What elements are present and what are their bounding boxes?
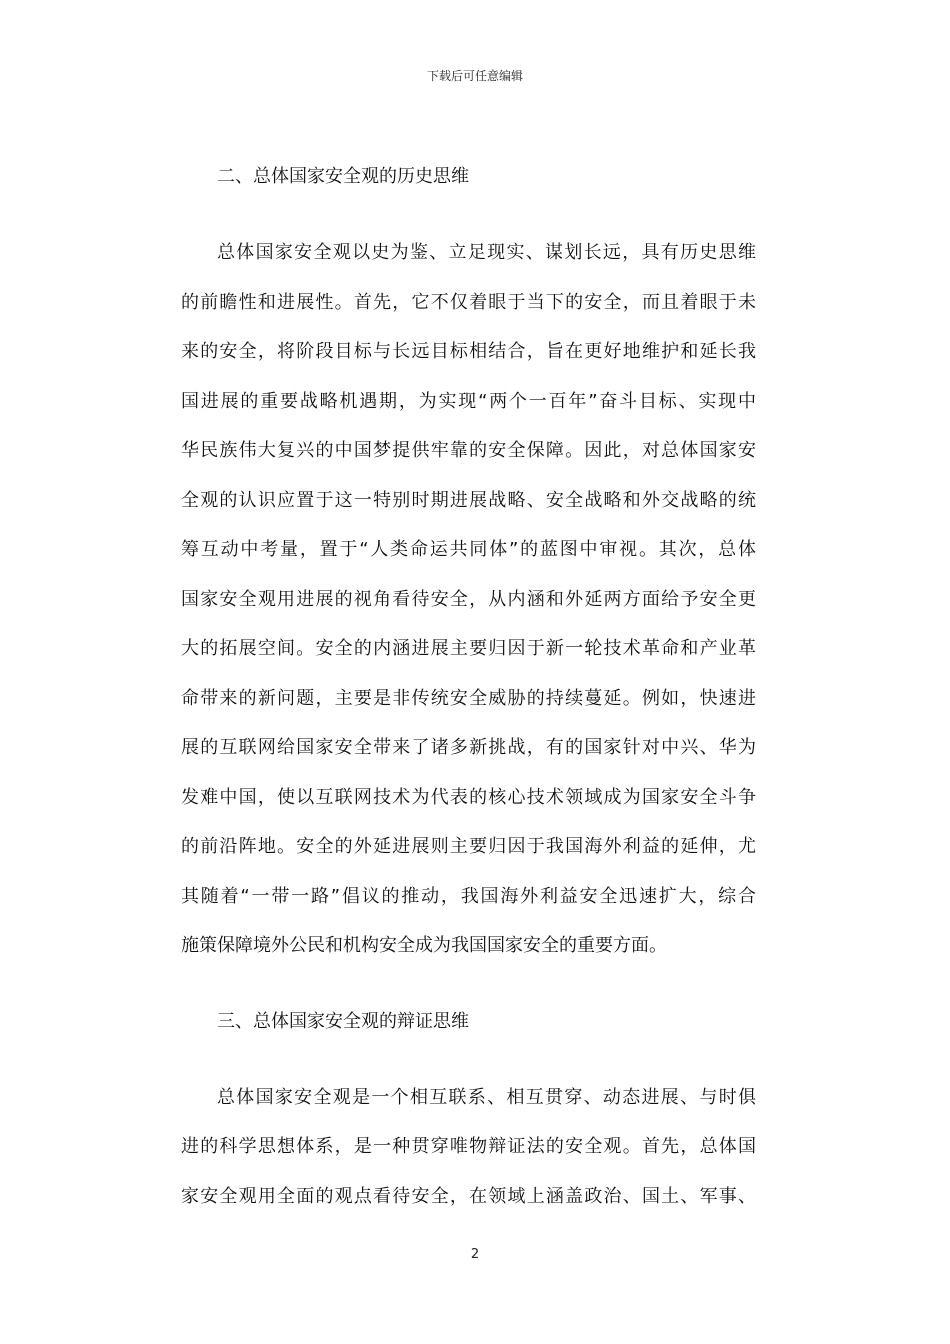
spacer bbox=[181, 971, 756, 998]
section-heading-history: 二、总体国家安全观的历史思维 bbox=[217, 166, 469, 187]
text-line: 的前瞻性和进展性。首先，它不仅着眼于当下的安全，而且着眼于未 bbox=[181, 291, 756, 313]
text-line: 全观的认识应置于这一特别时期进展战略、安全战略和外交战略的统 bbox=[181, 489, 756, 511]
text-line: 展的互联网给国家安全带来了诸多新挑战，有的国家针对中兴、华为 bbox=[181, 737, 756, 758]
text-line: 家安全观用全面的观点看待安全，在领域上涵盖政治、国土、军事、 bbox=[181, 1185, 756, 1207]
text-line: 国进展的重要战略机遇期，为实现“两个一百年”奋斗目标、实现中 bbox=[181, 390, 756, 412]
page-number: 2 bbox=[470, 1247, 480, 1262]
text-line: 大的拓展空间。安全的内涵进展主要归因于新一轮技术革命和产业革 bbox=[181, 638, 756, 659]
document-body bbox=[181, 153, 756, 1221]
text-line: 总体国家安全观是一个相互联系、相互贯穿、动态进展、与时俱 bbox=[217, 1086, 756, 1108]
text-line: 发难中国，使以互联网技术为代表的核心技术领域成为国家安全斗争 bbox=[181, 786, 756, 808]
spacer bbox=[181, 1046, 756, 1073]
paragraph-dialectic bbox=[181, 1073, 756, 1222]
text-line: 华民族伟大复兴的中国梦提供牢靠的安全保障。因此，对总体国家安 bbox=[181, 440, 756, 461]
page-header: 下载后可任意编辑 bbox=[426, 69, 523, 83]
text-line: 命带来的新问题，主要是非传统安全威胁的持续蔓延。例如，快速进 bbox=[181, 687, 756, 709]
text-line: 的前沿阵地。安全的外延进展则主要归因于我国海外利益的延伸，尤 bbox=[181, 836, 756, 857]
text-line: 其随着“一带一路”倡议的推动，我国海外利益安全迅速扩大，综合 bbox=[181, 885, 756, 907]
text-line: 国家安全观用进展的视角看待安全，从内涵和外延两方面给予安全更 bbox=[181, 588, 756, 610]
spacer bbox=[181, 201, 756, 228]
text-line: 进的科学思想体系，是一种贯穿唯物辩证法的安全观。首先，总体国 bbox=[181, 1136, 756, 1157]
text-line: 总体国家安全观以史为鉴、立足现实、谋划长远，具有历史思维 bbox=[217, 242, 756, 263]
text-line: 来的安全，将阶段目标与长远目标相结合，旨在更好地维护和延长我 bbox=[181, 341, 756, 362]
text-line: 施策保障境外公民和机构安全成为我国国家安全的重要方面。 bbox=[181, 935, 667, 956]
text-line: 筹互动中考量，置于“人类命运共同体”的蓝图中审视。其次，总体 bbox=[181, 539, 756, 560]
paragraph-history bbox=[181, 228, 756, 971]
section-heading-dialectic: 三、总体国家安全观的辩证思维 bbox=[217, 1010, 469, 1032]
